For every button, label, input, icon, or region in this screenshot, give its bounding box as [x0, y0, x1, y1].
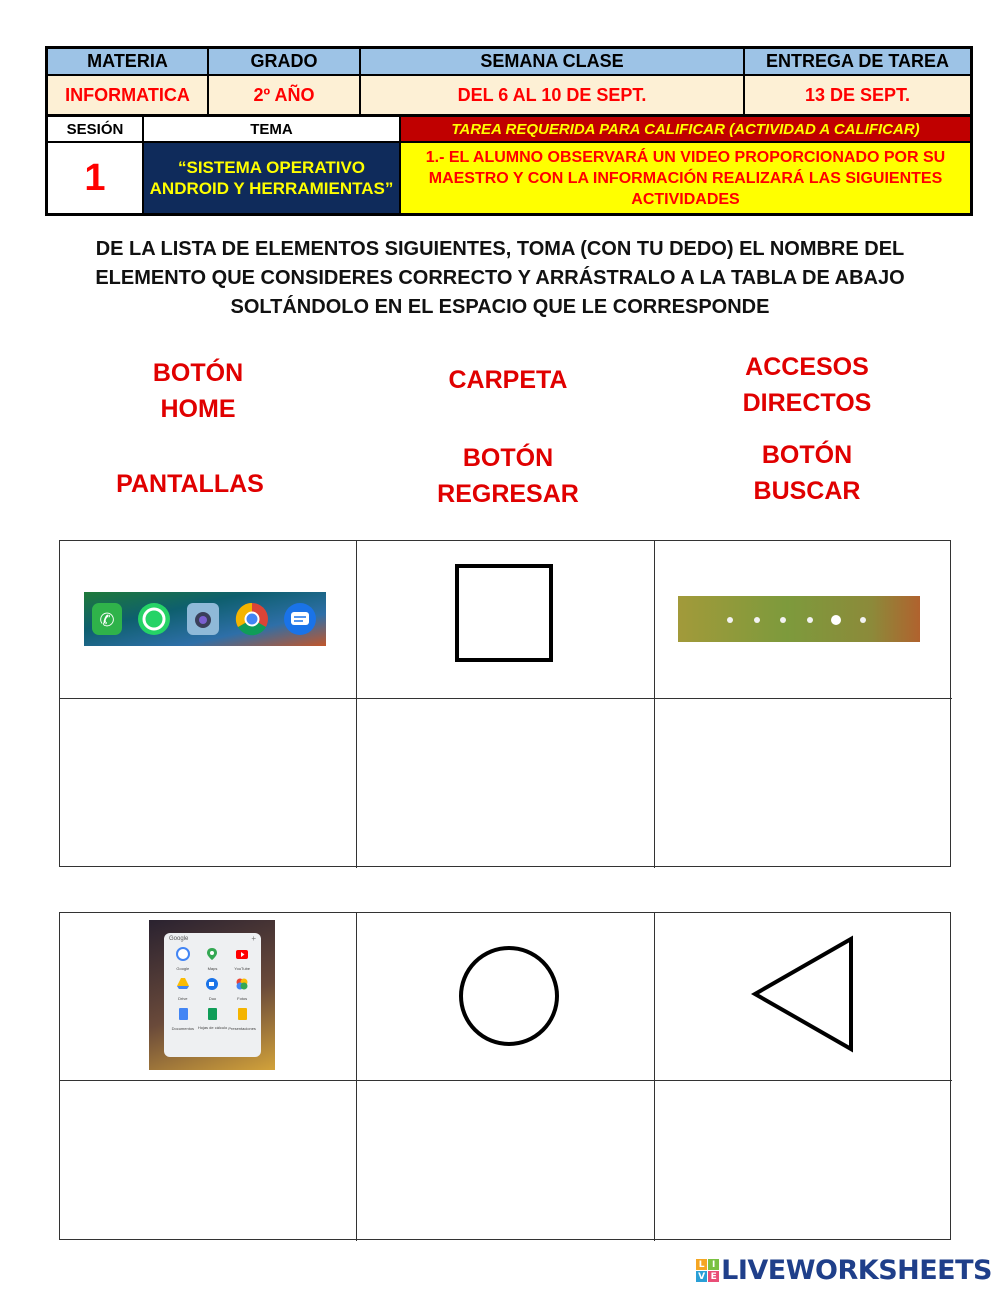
drag-word-line: PANTALLAS [116, 470, 264, 498]
materia-value: INFORMATICA [48, 76, 209, 114]
folder-add-icon: + [251, 934, 256, 943]
square-home-button-icon [455, 564, 553, 662]
svg-text:✆: ✆ [99, 610, 115, 631]
chrome-icon [236, 603, 268, 635]
drag-word-line: BUSCAR [753, 477, 861, 505]
google-icon [176, 947, 190, 961]
grado-value: 2º AÑO [209, 76, 361, 114]
drag-word-carpeta[interactable] [418, 362, 598, 398]
tarea-cell [401, 117, 970, 213]
app-label: Presentaciones [228, 1026, 256, 1031]
app-label: YouTube [234, 966, 251, 971]
image-cell-folder [60, 913, 357, 1081]
slides-icon [235, 1007, 249, 1021]
badge-letter: L [696, 1259, 707, 1270]
grado-label: GRADO [209, 49, 361, 74]
drag-word-line: BOTÓN [462, 444, 554, 472]
image-cell-screens [655, 541, 952, 699]
app-label: Hojas de cálculo [197, 1025, 228, 1030]
badge-letter: I [708, 1259, 719, 1270]
app-fotos [227, 977, 257, 1001]
youtube-icon [235, 947, 249, 961]
image-cell-square [357, 541, 655, 699]
drag-word-pantallas[interactable] [100, 466, 280, 502]
header-table [45, 46, 973, 216]
brand-name: LIVEWORKSHEETS [721, 1255, 992, 1286]
folder-image [149, 920, 275, 1070]
app-google [168, 947, 198, 971]
app-label: Duo [208, 996, 217, 1001]
app-label: Maps [207, 966, 218, 971]
live-badge-icon [696, 1259, 719, 1282]
app-duo [198, 977, 228, 1001]
liveworksheets-logo [696, 1255, 992, 1286]
folder-panel [164, 933, 261, 1057]
app-presentaciones [227, 1007, 257, 1031]
image-cell-circle [357, 913, 655, 1081]
tarea-value: 1.- EL ALUMNO OBSERVARÁ UN VIDEO PROPORCIONADO POR SU MAESTRO Y CON LA INFORMACIÓN REALIZARÁ LAS SIGUIENTES ACTIVIDADES [401, 143, 970, 213]
whatsapp-icon [138, 603, 170, 635]
app-label: Fotos [237, 996, 248, 1001]
back-triangle-icon [750, 935, 856, 1053]
drop-zone-1[interactable] [60, 699, 357, 868]
drag-word-accesos-directos[interactable] [717, 349, 897, 421]
phone-icon [92, 603, 122, 635]
drag-word-line: REGRESAR [437, 480, 579, 508]
badge-letter: E [708, 1271, 719, 1282]
image-cell-dock [60, 541, 357, 699]
app-hojas [198, 1007, 228, 1031]
app-maps [198, 947, 228, 971]
drag-word-boton-home[interactable] [118, 355, 278, 427]
tema-label: TEMA [144, 117, 399, 143]
drop-zone-3[interactable] [655, 699, 952, 868]
instructions: DE LA LISTA DE ELEMENTOS SIGUIENTES, TOMA (CON TU DEDO) EL NOMBRE DEL ELEMENTO QUE CONSIDERES CORRECTO Y ARRÁSTRALO A LA TABLA DE ABAJO SOLTÁNDOLO EN EL ESPACIO QUE LE CORRESPONDE [95, 238, 905, 318]
app-label: Drive [178, 996, 188, 1001]
app-label: Documentos [171, 1026, 195, 1031]
drop-zone-6[interactable] [655, 1081, 952, 1241]
drag-word-line: HOME [160, 395, 236, 423]
sheets-icon [205, 1007, 219, 1021]
circle-home-icon [459, 946, 559, 1046]
tema-value: “SISTEMA OPERATIVO ANDROID Y HERRAMIENTAS” [144, 143, 399, 213]
entrega-label: ENTREGA DE TAREA [745, 49, 970, 74]
dock-bar-image [84, 592, 326, 646]
drop-zone-5[interactable] [357, 1081, 655, 1241]
entrega-value: 13 DE SEPT. [745, 76, 970, 114]
drive-icon [176, 977, 190, 991]
tema-cell [144, 117, 401, 213]
answer-grid-2 [59, 912, 951, 1240]
drag-word-boton-regresar[interactable] [418, 440, 598, 512]
drag-word-line: BOTÓN [761, 441, 853, 469]
drag-word-line: CARPETA [448, 366, 568, 394]
folder-title: Google [169, 936, 189, 942]
drag-word-boton-buscar[interactable] [717, 437, 897, 509]
semana-value: DEL 6 AL 10 DE SEPT. [361, 76, 745, 114]
app-youtube [227, 947, 257, 971]
drag-word-line: DIRECTOS [742, 389, 872, 417]
drag-word-line: ACCESOS [745, 353, 869, 381]
drag-word-line: BOTÓN [152, 359, 244, 387]
app-label: Google [176, 966, 190, 971]
photos-icon [235, 977, 249, 991]
duo-icon [205, 977, 219, 991]
screen-dots-image [678, 596, 920, 642]
drop-zone-2[interactable] [357, 699, 655, 868]
materia-label: MATERIA [48, 49, 209, 74]
drop-zone-4[interactable] [60, 1081, 357, 1241]
image-cell-triangle [655, 913, 952, 1081]
badge-letter: V [696, 1271, 707, 1282]
app-documentos [168, 1007, 198, 1031]
tarea-label: TAREA REQUERIDA PARA CALIFICAR (ACTIVIDAD A CALIFICAR) [401, 117, 970, 143]
sesion-label: SESIÓN [48, 117, 142, 143]
sesion-cell [48, 117, 144, 213]
sesion-value: 1 [84, 156, 106, 199]
answer-grid-1 [59, 540, 951, 867]
maps-icon [205, 947, 219, 961]
app-drive [168, 977, 198, 1001]
semana-label: SEMANA CLASE [361, 49, 745, 74]
docs-icon [176, 1007, 190, 1021]
messages-icon [284, 603, 316, 635]
camera-icon [187, 603, 219, 635]
